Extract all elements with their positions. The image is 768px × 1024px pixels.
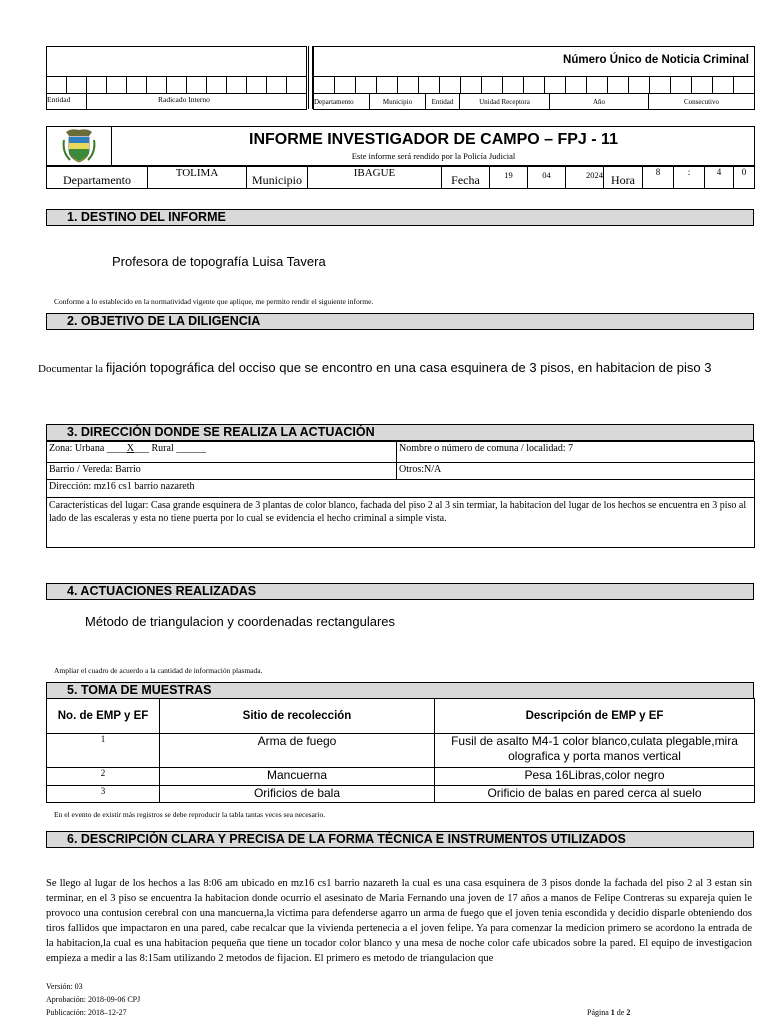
dept-label: Departamento [47, 167, 148, 189]
hora-separator: : [674, 167, 705, 189]
s4-text: Método de triangulacion y coordenadas rectangulares [85, 614, 396, 629]
fecha-label: Fecha [442, 167, 490, 189]
row-desc: Pesa 16Libras,color negro [435, 768, 755, 786]
label-entidad-2: Entidad [426, 94, 460, 110]
s3-table [46, 441, 755, 548]
digit-cell [356, 77, 377, 94]
digit-cell [87, 77, 107, 94]
digit-cell [107, 77, 127, 94]
row-sitio: Mancuerna [160, 768, 435, 786]
divider [86, 93, 87, 109]
s3-zona [47, 442, 397, 463]
s6-description: Se llego al lugar de los hechos a las 8:06 am ubicado en mz16 cs1 barrio nazareth la cual es una casa esquinera de 3 pisos donde la fachada del piso 2 al 3 estan sin terminar, en el 3 piso se encuentra la habitacion donde ocurrio el asesinato de Maria Fernando una joven de 17 años a manos de Felipe Contreras su expareja quien le provoco una contusion cerebral con una mancuerna,la victima para defenderse agarro un arma de fuego que el joven tenia escondida y decidio disparle obteniendo dos tiros fallidos que impactaron en una pared, cabe recalcar que la vivienda pertenecia a el joven felipe. Ya para comenzar la medicion primero se acordono la entrada de la habitacion,la cual es una habitacion pequeña que tiene un tocador color blanco y una mesa de noche color cafe ubicados sobre la pared. El equipo de investigacion empieza a medir a las 8:15am utilizando 2 metodos de fijacion. El primero es metodo de triangulacion que [46, 878, 752, 964]
row-desc: Fusil de asalto M4-1 color blanco,culata plegable,mira olografica y porta manos vertical [435, 734, 755, 768]
section-2-header: 2. OBJETIVO DE LA DILIGENCIA [46, 313, 754, 330]
nunc-title: Número Único de Noticia Criminal [563, 54, 749, 66]
page-total: 2 [626, 1008, 631, 1017]
digit-cell [267, 77, 287, 94]
nunc-grid [313, 46, 755, 94]
label-municipio: Municipio [370, 94, 426, 110]
nunc-labels [313, 93, 755, 110]
digit-cell [650, 77, 671, 94]
digit-cell [287, 77, 307, 94]
fecha-year: 2024 [566, 167, 604, 189]
col-header-emp: No. de EMP y EF [47, 699, 160, 734]
hora-label: Hora [604, 167, 643, 189]
digit-cell [127, 77, 147, 94]
hora-digit: 8 [643, 167, 674, 189]
s3-otros: Otros:N/A [397, 463, 755, 480]
digit-cell [503, 77, 524, 94]
row-num: 1 [47, 734, 160, 768]
s4-note: Ampliar el cuadro de acuerdo a la cantidad de información plasmada. [54, 666, 263, 675]
report-subtitle: Este informe será rendido por la Policía Judicial [351, 151, 516, 161]
row-num: 2 [47, 768, 160, 786]
hora-digit: 4 [705, 167, 734, 189]
section-4-header: 4. ACTUACIONES REALIZADAS [46, 583, 754, 600]
footer-publicacion: Publicación: 2018–12-27 [46, 1008, 127, 1017]
s5-table [46, 698, 755, 803]
digit-cell [167, 77, 187, 94]
digit-cell [335, 77, 356, 94]
fecha-month: 04 [528, 167, 566, 189]
section-5-header: 5. TOMA DE MUESTRAS [46, 682, 754, 699]
zona-mark: X [126, 443, 134, 454]
digit-cell [187, 77, 207, 94]
label-anio: Año [550, 94, 649, 110]
row-sitio: Orificios de bala [160, 786, 435, 803]
digit-cell [314, 77, 335, 94]
page-of: de [614, 1008, 627, 1017]
s5-note: En el evento de existir más registros se debe reproducir la tabla tantas veces sea necesario. [54, 810, 326, 819]
label-entidad: Entidad [47, 95, 71, 104]
dept-value: TOLIMA [148, 167, 247, 189]
digit-cell [461, 77, 482, 94]
nunc-title-cell [314, 47, 755, 77]
digit-cell [247, 77, 267, 94]
mun-value: IBAGUE [308, 167, 442, 189]
s3-barrio: Barrio / Vereda: Barrio [47, 463, 397, 480]
zona-text-b: ___ Rural ______ [134, 443, 207, 454]
coat-of-arms-icon [62, 128, 96, 164]
footer-version: Versión: 03 [46, 982, 83, 991]
radicado-grid [46, 46, 307, 94]
digit-cell [734, 77, 755, 94]
digit-cell [398, 77, 419, 94]
s2-text-b: fijación topográfica del occiso que se encontro en una casa esquinera de 3 pisos, en habitacion de piso 3 [105, 360, 712, 375]
row-num: 3 [47, 786, 160, 803]
digit-cell [608, 77, 629, 94]
s2-text-a: Documentar la [38, 363, 106, 375]
digit-cell [440, 77, 461, 94]
page-indicator [587, 1008, 630, 1017]
report-title: INFORME INVESTIGADOR DE CAMPO – FPJ - 11 [249, 131, 618, 148]
label-departamento: Departamento [314, 94, 370, 110]
location-row [46, 166, 755, 189]
table-row [47, 768, 755, 786]
label-radicado: Radicado Interno [158, 95, 210, 104]
hora-digit: 0 [734, 167, 755, 189]
footer-aprobacion: Aprobación: 2018-09-06 CPJ [46, 995, 141, 1004]
section-1-header: 1. DESTINO DEL INFORME [46, 209, 754, 226]
row-desc: Orificio de balas en pared cerca al suelo [435, 786, 755, 803]
digit-cell [227, 77, 247, 94]
s1-destino-text: Profesora de topografía Luisa Tavera [112, 254, 326, 269]
digit-cell [207, 77, 227, 94]
digit-cell [377, 77, 398, 94]
zona-text-a: Zona: Urbana ____ [49, 443, 127, 454]
section-3-header: 3. DIRECCIÓN DONDE SE REALIZA LA ACTUACIÓN [46, 424, 754, 441]
digit-cell [67, 77, 87, 94]
digit-cell [566, 77, 587, 94]
row-sitio: Arma de fuego [160, 734, 435, 768]
label-unidad: Unidad Receptora [460, 94, 550, 110]
digit-cell [587, 77, 608, 94]
section-6-header: 6. DESCRIPCIÓN CLARA Y PRECISA DE LA FORMA TÉCNICA E INSTRUMENTOS UTILIZADOS [46, 831, 754, 848]
page-number: 1 [610, 1008, 615, 1017]
digit-cell [147, 77, 167, 94]
digit-cell [482, 77, 503, 94]
digit-cell [629, 77, 650, 94]
digit-cell [671, 77, 692, 94]
table-row [47, 786, 755, 803]
s3-caracteristicas: Características del lugar: Casa grande esquinera de 3 plantas de color blanco, fachada del piso 2 al 3 sin termiar, la habitacion del lugar de los hechos se encuentra en 3 piso al lado de las escaleras y esta no tiene puerta por lo cual se evidencia el hecho criminal a simple vista. [47, 498, 755, 548]
radicado-blank [47, 47, 307, 77]
s3-direccion: Dirección: mz16 cs1 barrio nazareth [47, 480, 755, 498]
digit-cell [524, 77, 545, 94]
s1-note: Conforme a lo establecido en la normatividad vigente que aplique, me permito rendir el siguiente informe. [54, 297, 374, 306]
digit-cell [545, 77, 566, 94]
s3-comuna: Nombre o número de comuna / localidad: 7 [397, 442, 755, 463]
col-header-desc: Descripción de EMP y EF [435, 699, 755, 734]
digit-cell [692, 77, 713, 94]
mun-label: Municipio [247, 167, 308, 189]
table-row [47, 734, 755, 768]
s2-objetivo [38, 360, 758, 377]
digit-cell [47, 77, 67, 94]
page-label: Página [587, 1008, 611, 1017]
label-consecutivo: Consecutivo [649, 94, 755, 110]
digit-cell [419, 77, 440, 94]
fecha-day: 19 [490, 167, 528, 189]
col-header-sitio: Sitio de recolección [160, 699, 435, 734]
digit-cell [713, 77, 734, 94]
